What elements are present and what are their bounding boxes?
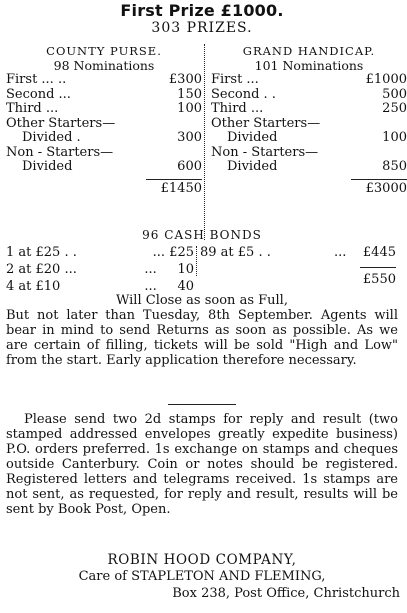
prize-amount: 100 — [177, 101, 202, 116]
grand-handicap-heading: GRAND HANDICAP. — [242, 44, 376, 58]
prize-label: Non - Starters— — [6, 144, 114, 160]
prize-row — [6, 73, 202, 88]
bond-dots: ... £25 — [152, 245, 194, 260]
prize-amount: 150 — [177, 86, 202, 102]
county-purse-column — [6, 44, 202, 196]
prize-label: Divided . — [22, 130, 81, 145]
prize-row — [6, 117, 202, 132]
prize-row — [6, 160, 202, 175]
bond-label: 89 at £5 . . — [200, 245, 271, 260]
prize-row — [6, 146, 202, 161]
bond-label: 2 at £20 ... — [6, 262, 77, 277]
prize-label: Divided — [227, 159, 278, 174]
prize-row — [6, 131, 202, 146]
instructions-paragraph: Please send two 2d stamps for reply and result (two stamped addressed envelopes greatly expedite business) P.O. orders preferred. 1s exchange on stamps and cheques outside Canterbury. Coin or notes should be registered. Registered letters and telegrams received. 1s stamps are not sent, as requested, for reply and result, results will be sent by Book Post, Open. — [6, 412, 398, 517]
county-purse-total: £1450 — [160, 180, 202, 196]
prize-label: First ... .. — [6, 72, 67, 87]
total-rule — [146, 179, 202, 180]
prize-row — [211, 131, 407, 146]
prize-amount: 600 — [177, 159, 202, 174]
county-purse-nominations: 98 Nominations — [53, 57, 155, 73]
bond-amount: 40 — [177, 279, 194, 294]
prize-label: Non - Starters— — [211, 144, 319, 160]
bonds-total: £550 — [362, 272, 396, 287]
care-of-line: Care of STAPLETON AND FLEMING, — [78, 569, 326, 584]
cash-bonds-right — [200, 244, 396, 288]
prize-amount: 100 — [382, 130, 407, 145]
prize-label: Other Starters— — [6, 115, 116, 131]
prize-label: Third ... — [211, 101, 264, 116]
column-divider — [204, 44, 205, 240]
prize-amount: 250 — [382, 101, 407, 116]
cash-bonds-left — [6, 244, 194, 295]
prize-row — [211, 160, 407, 175]
prize-row — [6, 102, 202, 117]
county-purse-heading: COUNTY PURSE. — [46, 44, 162, 58]
bond-dots: ... — [144, 262, 157, 277]
closing-notice — [6, 293, 398, 368]
bond-row — [200, 244, 396, 261]
grand-handicap-column — [211, 44, 407, 196]
prize-row — [211, 73, 407, 88]
prize-amount: 850 — [382, 159, 407, 174]
bond-label: 4 at £10 — [6, 279, 61, 294]
page-title: First Prize £1000. — [120, 1, 284, 20]
section-divider — [168, 404, 236, 405]
bond-amount: 10 — [177, 262, 194, 277]
prize-amount: £300 — [168, 72, 202, 87]
prize-label: Third ... — [6, 101, 59, 116]
cash-bonds-heading: 96 CASH BONDS — [142, 228, 262, 242]
bond-row — [6, 261, 194, 278]
prize-label: Divided — [22, 159, 73, 174]
prize-amount: £1000 — [365, 72, 407, 87]
prize-count: 303 PRIZES. — [151, 20, 253, 36]
bond-amount: £445 — [362, 245, 396, 260]
prize-row — [211, 102, 407, 117]
bond-total-row — [200, 271, 396, 288]
grand-handicap-total: £3000 — [365, 180, 407, 196]
closing-body: But not later than Tuesday, 8th September. Agents will bear in mind to send Returns as soon as possible. As we are certain of filling, tickets will be sold "High and Low" from the start. Early application therefore necessary. — [6, 308, 398, 368]
prize-row — [6, 88, 202, 103]
bond-label: 1 at £25 . . — [6, 245, 77, 260]
company-name: ROBIN HOOD COMPANY, — [107, 552, 297, 568]
prize-label: Second ... — [6, 86, 71, 102]
closing-headline: Will Close as soon as Full, — [116, 293, 288, 308]
prize-label: Other Starters— — [211, 115, 321, 131]
bonds-divider — [196, 246, 197, 276]
prize-row — [211, 146, 407, 161]
prize-row — [211, 88, 407, 103]
prize-label: Second . . — [211, 86, 276, 102]
total-rule — [360, 267, 396, 268]
bond-dots: ... — [333, 245, 347, 260]
grand-handicap-nominations: 101 Nominations — [254, 57, 364, 73]
postal-address: Box 238, Post Office, Christchurch — [172, 586, 400, 601]
prize-label: First ... — [211, 72, 259, 87]
bond-row — [6, 244, 194, 261]
prize-label: Divided — [227, 130, 278, 145]
total-rule — [351, 179, 407, 180]
prize-amount: 500 — [382, 86, 407, 102]
prize-row — [211, 117, 407, 132]
prize-amount: 300 — [177, 130, 202, 145]
bond-dots: ... — [144, 279, 157, 294]
